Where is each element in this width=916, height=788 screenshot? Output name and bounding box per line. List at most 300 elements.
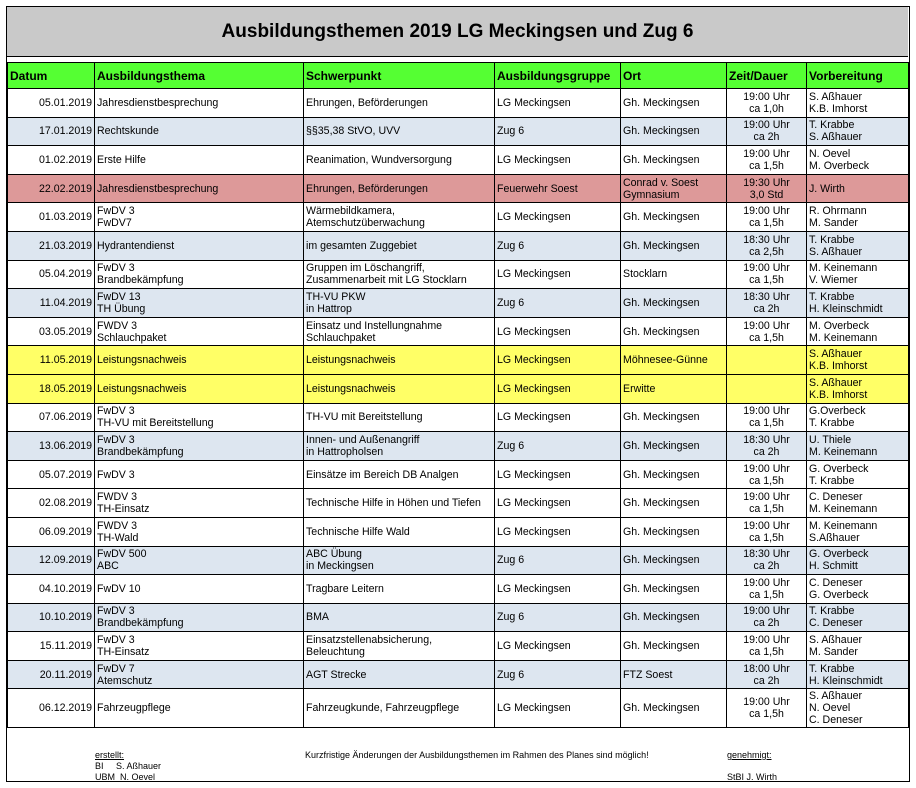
cell-gruppe: Zug 6 (495, 289, 621, 318)
cell-thema-line: TH-VU mit Bereitstellung (97, 417, 214, 430)
cell-zeit (727, 346, 807, 375)
cell-vorbereitung (807, 231, 909, 260)
cell-schwerpunkt-line: Fahrzeugkunde, Fahrzeugpflege (306, 702, 460, 715)
cell-datum: 20.11.2019 (8, 660, 95, 689)
table-row (8, 203, 909, 232)
created-label: erstellt: (95, 750, 125, 760)
cell-vorbereitung-line: S. Aßhauer (809, 348, 862, 361)
cell-schwerpunkt-line: Beleuchtung (306, 646, 365, 659)
cell-thema-line: Brandbekämpfung (97, 274, 184, 287)
table-row (8, 89, 909, 118)
cell-datum: 18.05.2019 (8, 374, 95, 403)
cell-ort (621, 317, 727, 346)
cell-ort-line: Gh. Meckingsen (623, 411, 700, 424)
cell-schwerpunkt-line: Tragbare Leitern (306, 582, 384, 595)
cell-thema (95, 117, 304, 146)
cell-thema-line: Brandbekämpfung (97, 445, 184, 458)
cell-ort-line: Gh. Meckingsen (623, 211, 700, 224)
cell-thema-line: FwDV 3 (97, 433, 135, 446)
cell-thema-line: ABC (97, 560, 119, 573)
cell-datum: 06.12.2019 (8, 689, 95, 728)
cell-thema-line: FWDV 3 (97, 491, 138, 504)
cell-schwerpunkt-line: Technische Hilfe Wald (306, 525, 410, 538)
cell-ort-line: Gh. Meckingsen (623, 640, 700, 653)
cell-vorbereitung-line: C. Deneser (809, 491, 863, 504)
cell-gruppe: Zug 6 (495, 546, 621, 575)
cell-zeit-line: ca 2h (753, 617, 780, 630)
cell-ort-line: Gh. Meckingsen (623, 554, 700, 567)
cell-datum: 02.08.2019 (8, 489, 95, 518)
cell-thema (95, 174, 304, 203)
cell-ort-line: Gh. Meckingsen (623, 153, 700, 166)
cell-ort (621, 374, 727, 403)
cell-thema (95, 660, 304, 689)
cell-zeit (727, 260, 807, 289)
cell-zeit-line: ca 2h (753, 560, 780, 573)
cell-datum: 12.09.2019 (8, 546, 95, 575)
cell-zeit-line: ca 1,5h (749, 588, 784, 601)
cell-thema-line: FwDV 3 (97, 468, 135, 481)
cell-zeit-line: ca 1,0h (749, 102, 784, 115)
cell-thema (95, 489, 304, 518)
cell-schwerpunkt (304, 689, 495, 728)
cell-schwerpunkt (304, 460, 495, 489)
cell-thema-line: TH Übung (97, 302, 146, 315)
cell-zeit (727, 460, 807, 489)
cell-ort (621, 546, 727, 575)
cell-zeit-line: ca 2h (753, 131, 780, 144)
cell-vorbereitung-line: S. Aßhauer (809, 131, 862, 144)
cell-schwerpunkt-line: Leistungsnachweis (306, 354, 396, 367)
table-row (8, 260, 909, 289)
cell-thema-line: Jahresdienstbesprechung (97, 182, 219, 195)
cell-vorbereitung-line: S. Aßhauer (809, 90, 862, 103)
table-row (8, 432, 909, 461)
cell-vorbereitung (807, 660, 909, 689)
cell-zeit (727, 317, 807, 346)
cell-gruppe: LG Meckingsen (495, 403, 621, 432)
cell-vorbereitung (807, 603, 909, 632)
cell-schwerpunkt-line: in Meckingsen (306, 560, 374, 573)
cell-zeit-line: 19:00 Uhr (743, 576, 790, 589)
table-row (8, 489, 909, 518)
cell-schwerpunkt-line: Zusammenarbeit mit LG Stocklarn (306, 274, 467, 287)
cell-thema-line: Leistungsnachweis (97, 354, 187, 367)
cell-schwerpunkt-line: BMA (306, 611, 329, 624)
cell-zeit-line: ca 1,5h (749, 217, 784, 230)
cell-ort-line: Erwitte (623, 382, 656, 395)
cell-vorbereitung (807, 374, 909, 403)
cell-thema (95, 632, 304, 661)
cell-schwerpunkt (304, 317, 495, 346)
cell-ort-line: Gh. Meckingsen (623, 611, 700, 624)
cell-schwerpunkt (304, 660, 495, 689)
cell-schwerpunkt (304, 89, 495, 118)
cell-zeit (727, 489, 807, 518)
cell-datum: 05.04.2019 (8, 260, 95, 289)
cell-zeit-line: 19:00 Uhr (743, 119, 790, 132)
cell-zeit-line: 19:00 Uhr (743, 262, 790, 275)
cell-vorbereitung-line: M. Sander (809, 646, 858, 659)
cell-zeit-line: 3,0 Std (749, 188, 784, 201)
cell-vorbereitung-line: M. Keinemann (809, 519, 878, 532)
cell-zeit-line: 19:00 Uhr (743, 605, 790, 618)
table-row (8, 546, 909, 575)
cell-datum: 06.09.2019 (8, 517, 95, 546)
cell-vorbereitung-line: S. Aßhauer (809, 245, 862, 258)
cell-vorbereitung-line: G. Overbeck (809, 548, 869, 561)
cell-ort (621, 231, 727, 260)
cell-datum: 05.07.2019 (8, 460, 95, 489)
cell-ort-line: Gh. Meckingsen (623, 439, 700, 452)
created-by (95, 750, 161, 783)
cell-schwerpunkt (304, 231, 495, 260)
cell-zeit-line: 19:00 Uhr (743, 634, 790, 647)
cell-thema-line: FwDV 10 (97, 582, 141, 595)
cell-ort (621, 432, 727, 461)
cell-zeit-line: ca 2h (753, 674, 780, 687)
cell-thema (95, 603, 304, 632)
cell-gruppe: LG Meckingsen (495, 89, 621, 118)
cell-gruppe: LG Meckingsen (495, 317, 621, 346)
table-row (8, 231, 909, 260)
cell-zeit (727, 89, 807, 118)
cell-ort (621, 289, 727, 318)
cell-zeit (727, 660, 807, 689)
training-plan-sheet (6, 6, 910, 782)
cell-schwerpunkt-line: Leistungsnachweis (306, 382, 396, 395)
cell-ort-line: Gh. Meckingsen (623, 468, 700, 481)
cell-thema (95, 403, 304, 432)
cell-ort (621, 403, 727, 432)
cell-vorbereitung-line: T. Krabbe (809, 233, 855, 246)
cell-vorbereitung-line: T. Krabbe (809, 119, 855, 132)
cell-gruppe: Zug 6 (495, 231, 621, 260)
cell-schwerpunkt (304, 146, 495, 175)
cell-zeit (727, 689, 807, 728)
cell-vorbereitung-line: M. Overbeck (809, 159, 870, 172)
cell-vorbereitung-line: G. Overbeck (809, 462, 869, 475)
cell-zeit-line: 18:00 Uhr (743, 662, 790, 675)
column-header-ort: Ort (621, 63, 727, 89)
cell-vorbereitung-line: V. Wiemer (809, 274, 858, 287)
cell-datum: 10.10.2019 (8, 603, 95, 632)
cell-zeit-line: 19:00 Uhr (743, 491, 790, 504)
cell-thema-line: TH-Wald (97, 531, 139, 544)
cell-schwerpunkt-line: ABC Übung (306, 548, 362, 561)
cell-ort (621, 260, 727, 289)
cell-vorbereitung (807, 546, 909, 575)
cell-ort (621, 660, 727, 689)
cell-thema-line: Jahresdienstbesprechung (97, 96, 219, 109)
table-row (8, 603, 909, 632)
cell-ort-line: Gh. Meckingsen (623, 582, 700, 595)
cell-ort (621, 203, 727, 232)
cell-vorbereitung (807, 403, 909, 432)
cell-vorbereitung-line: S. Aßhauer (809, 376, 862, 389)
table-row (8, 689, 909, 728)
cell-vorbereitung (807, 317, 909, 346)
cell-vorbereitung (807, 517, 909, 546)
cell-thema-line: TH-Einsatz (97, 503, 150, 516)
cell-ort-line: Conrad v. Soest (623, 176, 699, 189)
cell-datum: 01.03.2019 (8, 203, 95, 232)
table-row (8, 575, 909, 604)
cell-ort (621, 117, 727, 146)
cell-thema (95, 546, 304, 575)
cell-zeit-line: ca 1,5h (749, 417, 784, 430)
column-header-datum: Datum (8, 63, 95, 89)
cell-thema (95, 89, 304, 118)
cell-thema-line: Hydrantendienst (97, 239, 175, 252)
cell-ort-line: Gh. Meckingsen (623, 125, 700, 138)
cell-zeit-line: ca 1,5h (749, 159, 784, 172)
cell-datum: 03.05.2019 (8, 317, 95, 346)
table-row (8, 317, 909, 346)
cell-schwerpunkt-line: in Hattropholsen (306, 445, 384, 458)
table-row (8, 460, 909, 489)
cell-schwerpunkt (304, 546, 495, 575)
column-header-vorbereitung: Vorbereitung (807, 63, 909, 89)
page-title: Ausbildungsthemen 2019 LG Meckingsen und Zug 6 (7, 7, 908, 57)
cell-vorbereitung-line: M. Overbeck (809, 319, 870, 332)
cell-ort-line: Stocklarn (623, 268, 668, 281)
cell-datum: 17.01.2019 (8, 117, 95, 146)
column-header-zeit: Zeit/Dauer (727, 63, 807, 89)
cell-thema (95, 517, 304, 546)
table-row (8, 517, 909, 546)
cell-schwerpunkt (304, 346, 495, 375)
cell-zeit-line: ca 1,5h (749, 503, 784, 516)
cell-schwerpunkt (304, 632, 495, 661)
cell-ort-line: Gh. Meckingsen (623, 296, 700, 309)
cell-ort-line: Möhnesee-Günne (623, 354, 708, 367)
cell-schwerpunkt-line: Einsatz und Instellungnahme (306, 319, 443, 332)
cell-zeit (727, 575, 807, 604)
cell-gruppe: LG Meckingsen (495, 260, 621, 289)
cell-schwerpunkt-line: Einsätze im Bereich DB Analgen (306, 468, 459, 481)
cell-datum: 11.04.2019 (8, 289, 95, 318)
cell-zeit-line: 18:30 Uhr (743, 548, 790, 561)
cell-vorbereitung-line: T. Krabbe (809, 605, 855, 618)
cell-thema-line: FwDV 3 (97, 262, 135, 275)
created-line-2: UBM N. Oevel (95, 772, 156, 782)
table-row (8, 346, 909, 375)
cell-vorbereitung (807, 575, 909, 604)
cell-thema-line: Brandbekämpfung (97, 617, 184, 630)
cell-zeit (727, 203, 807, 232)
cell-zeit-line: ca 2h (753, 445, 780, 458)
cell-schwerpunkt (304, 575, 495, 604)
cell-zeit-line: ca 1,5h (749, 708, 784, 721)
cell-vorbereitung (807, 146, 909, 175)
table-row (8, 174, 909, 203)
cell-zeit-line: ca 1,5h (749, 474, 784, 487)
cell-zeit (727, 517, 807, 546)
cell-schwerpunkt (304, 174, 495, 203)
cell-vorbereitung-line: T. Krabbe (809, 474, 855, 487)
cell-vorbereitung-line: U. Thiele (809, 433, 852, 446)
cell-ort (621, 632, 727, 661)
cell-vorbereitung-line: R. Ohrmann (809, 205, 867, 218)
cell-vorbereitung (807, 632, 909, 661)
cell-vorbereitung-line: S. Aßhauer (809, 690, 862, 703)
cell-gruppe: Zug 6 (495, 660, 621, 689)
cell-ort (621, 603, 727, 632)
cell-vorbereitung (807, 289, 909, 318)
cell-ort-line: Gh. Meckingsen (623, 325, 700, 338)
cell-schwerpunkt (304, 260, 495, 289)
approved-by (727, 750, 777, 783)
cell-schwerpunkt-line: TH-VU mit Bereitstellung (306, 411, 423, 424)
training-table (7, 62, 909, 728)
cell-thema (95, 289, 304, 318)
cell-gruppe: LG Meckingsen (495, 460, 621, 489)
cell-zeit-line: ca 1,5h (749, 646, 784, 659)
approved-name: StBI J. Wirth (727, 772, 778, 782)
cell-zeit-line: 19:00 Uhr (743, 147, 790, 160)
cell-schwerpunkt-line: Wärmebildkamera, (306, 205, 395, 218)
cell-vorbereitung-line: S. Aßhauer (809, 634, 862, 647)
column-header-schwerpunkt: Schwerpunkt (304, 63, 495, 89)
cell-vorbereitung-line: M. Keinemann (809, 445, 878, 458)
cell-schwerpunkt (304, 603, 495, 632)
cell-ort (621, 517, 727, 546)
cell-zeit-line: 19:00 Uhr (743, 319, 790, 332)
cell-gruppe: Zug 6 (495, 432, 621, 461)
cell-ort-line: Gh. Meckingsen (623, 702, 700, 715)
cell-ort-line: Gh. Meckingsen (623, 497, 700, 510)
cell-thema (95, 317, 304, 346)
cell-gruppe: LG Meckingsen (495, 146, 621, 175)
cell-datum: 07.06.2019 (8, 403, 95, 432)
cell-schwerpunkt-line: AGT Strecke (306, 668, 367, 681)
cell-zeit-line: 18:30 Uhr (743, 233, 790, 246)
cell-datum: 22.02.2019 (8, 174, 95, 203)
cell-vorbereitung-line: N. Oevel (809, 147, 851, 160)
cell-gruppe: Zug 6 (495, 603, 621, 632)
column-header-gruppe: Ausbildungsgruppe (495, 63, 621, 89)
cell-vorbereitung-line: M. Keinemann (809, 262, 878, 275)
cell-zeit-line: 18:30 Uhr (743, 290, 790, 303)
cell-zeit (727, 432, 807, 461)
table-row (8, 146, 909, 175)
cell-vorbereitung-line: G.Overbeck (809, 405, 866, 418)
cell-vorbereitung-line: T. Krabbe (809, 417, 855, 430)
cell-ort-line: Gh. Meckingsen (623, 525, 700, 538)
cell-zeit-line: ca 1,5h (749, 331, 784, 344)
cell-thema (95, 374, 304, 403)
approved-label: genehmigt: (727, 750, 772, 760)
cell-zeit (727, 374, 807, 403)
cell-thema (95, 460, 304, 489)
cell-schwerpunkt-line: Atemschutzüberwachung (306, 217, 425, 230)
cell-zeit-line: 19:00 Uhr (743, 205, 790, 218)
cell-thema-line: FwDV 3 (97, 405, 135, 418)
cell-ort (621, 346, 727, 375)
cell-zeit-line: 19:00 Uhr (743, 90, 790, 103)
cell-vorbereitung-line: H. Schmitt (809, 560, 858, 573)
table-row (8, 289, 909, 318)
cell-schwerpunkt-line: Gruppen im Löschangriff, (306, 262, 425, 275)
cell-ort-line: Gh. Meckingsen (623, 96, 700, 109)
table-body (8, 89, 909, 728)
cell-thema-line: FwDV 3 (97, 634, 135, 647)
cell-schwerpunkt-line: im gesamten Zuggebiet (306, 239, 417, 252)
table-row (8, 374, 909, 403)
cell-thema-line: FwDV 3 (97, 605, 135, 618)
column-header-thema: Ausbildungsthema (95, 63, 304, 89)
cell-vorbereitung-line: C. Deneser (809, 617, 863, 630)
cell-gruppe: LG Meckingsen (495, 517, 621, 546)
cell-thema-line: Erste Hilfe (97, 153, 146, 166)
cell-vorbereitung-line: M. Sander (809, 217, 858, 230)
cell-vorbereitung (807, 174, 909, 203)
table-row (8, 117, 909, 146)
cell-datum: 04.10.2019 (8, 575, 95, 604)
cell-ort (621, 89, 727, 118)
cell-schwerpunkt-line: Einsatzstellenabsicherung, (306, 634, 433, 647)
cell-thema-line: Atemschutz (97, 674, 153, 687)
cell-thema-line: FwDV 13 (97, 290, 141, 303)
cell-thema (95, 203, 304, 232)
cell-zeit (727, 231, 807, 260)
cell-vorbereitung-line: M. Keinemann (809, 331, 878, 344)
cell-ort (621, 689, 727, 728)
cell-thema (95, 260, 304, 289)
cell-thema-line: FwDV 500 (97, 548, 147, 561)
cell-gruppe: LG Meckingsen (495, 203, 621, 232)
cell-schwerpunkt-line: in Hattrop (306, 302, 352, 315)
cell-ort (621, 460, 727, 489)
cell-vorbereitung (807, 260, 909, 289)
cell-vorbereitung-line: C. Deneser (809, 714, 863, 727)
cell-zeit (727, 146, 807, 175)
cell-vorbereitung (807, 89, 909, 118)
cell-gruppe: LG Meckingsen (495, 632, 621, 661)
cell-thema (95, 432, 304, 461)
cell-gruppe: LG Meckingsen (495, 489, 621, 518)
cell-vorbereitung-line: N. Oevel (809, 702, 851, 715)
table-row (8, 403, 909, 432)
cell-zeit-line: 19:30 Uhr (743, 176, 790, 189)
cell-zeit (727, 632, 807, 661)
cell-ort-line: Gh. Meckingsen (623, 239, 700, 252)
cell-gruppe: LG Meckingsen (495, 575, 621, 604)
cell-schwerpunkt-line: Schlauchpaket (306, 331, 376, 344)
cell-ort (621, 575, 727, 604)
cell-thema-line: FwDV 3 (97, 205, 135, 218)
cell-ort (621, 174, 727, 203)
cell-ort (621, 146, 727, 175)
cell-datum: 11.05.2019 (8, 346, 95, 375)
cell-vorbereitung (807, 203, 909, 232)
created-line-1: BI S. Aßhauer (95, 761, 162, 771)
cell-vorbereitung-line: T. Krabbe (809, 290, 855, 303)
cell-schwerpunkt (304, 203, 495, 232)
cell-schwerpunkt-line: Innen- und Außenangriff (306, 433, 420, 446)
cell-schwerpunkt (304, 403, 495, 432)
cell-zeit-line: 18:30 Uhr (743, 433, 790, 446)
cell-schwerpunkt-line: Technische Hilfe in Höhen und Tiefen (306, 497, 481, 510)
cell-schwerpunkt (304, 117, 495, 146)
cell-zeit-line: ca 2,5h (749, 245, 784, 258)
cell-thema-line: Rechtskunde (97, 125, 159, 138)
cell-thema-line: FWDV 3 (97, 519, 138, 532)
cell-zeit-line: 19:00 Uhr (743, 519, 790, 532)
cell-thema (95, 146, 304, 175)
cell-vorbereitung (807, 460, 909, 489)
